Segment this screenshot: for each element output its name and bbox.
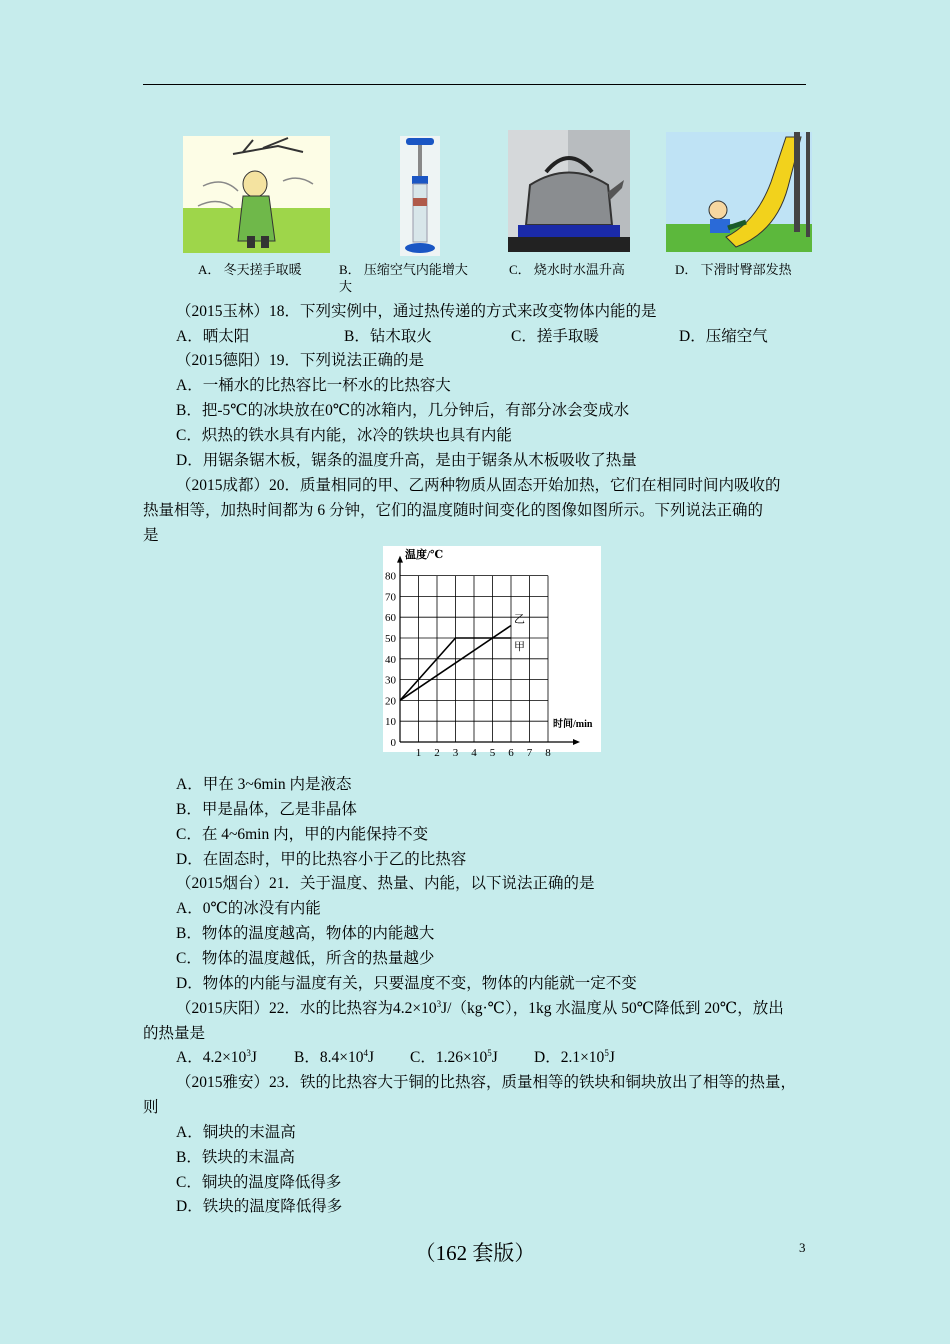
q23-option-b: B．铁块的末温高 [176, 1149, 295, 1166]
x-tick-label: 1 [415, 747, 422, 760]
y-axis-label: 温度/℃ [405, 549, 444, 561]
q18-option-a: A．晒太阳 [176, 328, 250, 345]
q20-option-a: A．甲在 3~6min 内是液态 [176, 776, 352, 793]
q21-option-b: B．物体的温度越高，物体的内能越大 [176, 925, 435, 942]
q22-b-pre: B．8.4×10 [294, 1049, 364, 1066]
x-tick-label: 2 [434, 747, 440, 760]
q22-d-sup: 5 [604, 1048, 609, 1058]
x-tick-label: 6 [508, 747, 514, 760]
y-tick-label: 80 [385, 570, 396, 583]
q20-option-b: B．甲是晶体，乙是非晶体 [176, 801, 357, 818]
q22-a-post: J [250, 1049, 257, 1066]
picture-slide [666, 132, 812, 252]
y-tick-label: 50 [385, 633, 396, 645]
q23-option-c: C．铜块的温度降低得多 [176, 1174, 342, 1191]
q18-option-d: D．压缩空气 [679, 328, 768, 345]
q19-option-b: B．把-5℃的冰块放在0℃的冰箱内，几分钟后，有部分冰会变成水 [176, 402, 630, 419]
series-label: 乙 [514, 613, 525, 626]
q22-stem-post: J/（kg·℃），1kg 水温度从 50℃降低到 20℃，放出 [441, 1000, 784, 1017]
q19-option-d: D．用锯条锯木板，锯条的温度升高，是由于锯条从木板吸收了热量 [176, 452, 637, 469]
page-number: 3 [799, 1240, 806, 1255]
q18-option-b: B．钻木取火 [344, 328, 432, 345]
x-tick-label: 4 [471, 747, 477, 760]
x-tick-label: 8 [545, 747, 551, 760]
q22-stem-pre: （2015庆阳）22．水的比热容为4.2×10 [176, 1000, 437, 1017]
y-tick-label: 70 [385, 591, 396, 604]
q23-stem-line1: （2015雅安）23．铁的比热容大于铜的比热容，质量相等的铁块和铜块放出了相等的热量， [176, 1074, 797, 1091]
q19-option-a: A．一桶水的比热容比一杯水的比热容大 [176, 377, 451, 394]
q19-option-c: C．炽热的铁水具有内能，冰冷的铁块也具有内能 [176, 427, 512, 444]
caption-a: A． 冬天搓手取暖 [198, 262, 302, 277]
y-tick-label: 60 [385, 612, 396, 625]
q20-stem-line1: （2015成都）20．质量相同的甲、乙两种物质从固态开始加热，它们在相同时间内吸收的 [176, 477, 781, 494]
q18-stem: （2015玉林）18．下列实例中，通过热传递的方式来改变物体内能的是 [176, 303, 657, 320]
q22-a-pre: A．4.2×10 [176, 1049, 247, 1066]
x-tick-label: 3 [452, 747, 459, 760]
q22-c-post: J [491, 1049, 498, 1066]
q22-stem-line2: 的热量是 [143, 1025, 206, 1042]
q21-option-d: D．物体的内能与温度有关，只要温度不变，物体的内能就一定不变 [176, 975, 637, 992]
q22-b-sup: 4 [363, 1048, 368, 1058]
q23-option-a: A．铜块的末温高 [176, 1124, 296, 1141]
x-tick-label: 5 [489, 747, 496, 760]
q22-d-post: J [608, 1049, 615, 1066]
q21-option-a: A．0℃的冰没有内能 [176, 900, 321, 917]
q22-option-b [294, 1048, 374, 1068]
q22-stem-line1 [176, 999, 784, 1019]
caption-d: D． 下滑时臀部发热 [675, 262, 792, 277]
q22-option-d [534, 1048, 615, 1068]
q23-stem-line2: 则 [143, 1099, 159, 1116]
q23-option-d: D．铁块的温度降低得多 [176, 1198, 343, 1215]
x-tick-label: 7 [526, 747, 533, 760]
q22-stem-sup: 3 [436, 999, 442, 1009]
picture-boiling-kettle [508, 130, 630, 252]
q22-b-post: J [367, 1049, 375, 1066]
q20-stem-line2: 热量相等，加热时间都为 6 分钟，它们的温度随时间变化的图像如图所示。下列说法正确的 [143, 502, 764, 519]
y-tick-label: 40 [385, 653, 396, 666]
q22-option-c [410, 1048, 498, 1068]
caption-b-line2: 大 [339, 279, 353, 294]
y-tick-label: 20 [385, 695, 396, 708]
y-tick-label: 10 [385, 716, 396, 729]
caption-c: C． 烧水时水温升高 [509, 262, 625, 277]
q22-c-pre: C．1.26×10 [410, 1049, 488, 1066]
q20-option-d: D．在固态时，甲的比热容小于乙的比热容 [176, 851, 467, 868]
series-label: 甲 [514, 641, 525, 653]
q21-stem: （2015烟台）21．关于温度、热量、内能，以下说法正确的是 [176, 875, 595, 892]
y-tick-label: 0 [390, 737, 396, 749]
header-rule [143, 84, 806, 85]
q20-option-c: C．在 4~6min 内，甲的内能保持不变 [176, 826, 429, 843]
q22-a-sup: 3 [246, 1048, 251, 1058]
q20-stem-line3: 是 [143, 527, 159, 544]
y-tick-label: 30 [385, 674, 396, 687]
q18-option-c: C．搓手取暖 [511, 328, 599, 345]
picture-air-compression [400, 136, 440, 256]
caption-b-line1: B． 压缩空气内能增大 [339, 262, 468, 277]
picture-rubbing-hands [183, 136, 330, 253]
temperature-time-chart [383, 546, 601, 760]
q22-c-sup: 5 [487, 1048, 492, 1058]
footer-edition: （162 套版） [414, 1241, 536, 1265]
q19-stem: （2015德阳）19．下列说法正确的是 [176, 352, 425, 369]
q22-option-a [176, 1048, 257, 1068]
x-axis-label: 时间/min [553, 719, 593, 730]
q21-option-c: C．物体的温度越低，所含的热量越少 [176, 950, 435, 967]
q22-d-pre: D．2.1×10 [534, 1049, 605, 1066]
